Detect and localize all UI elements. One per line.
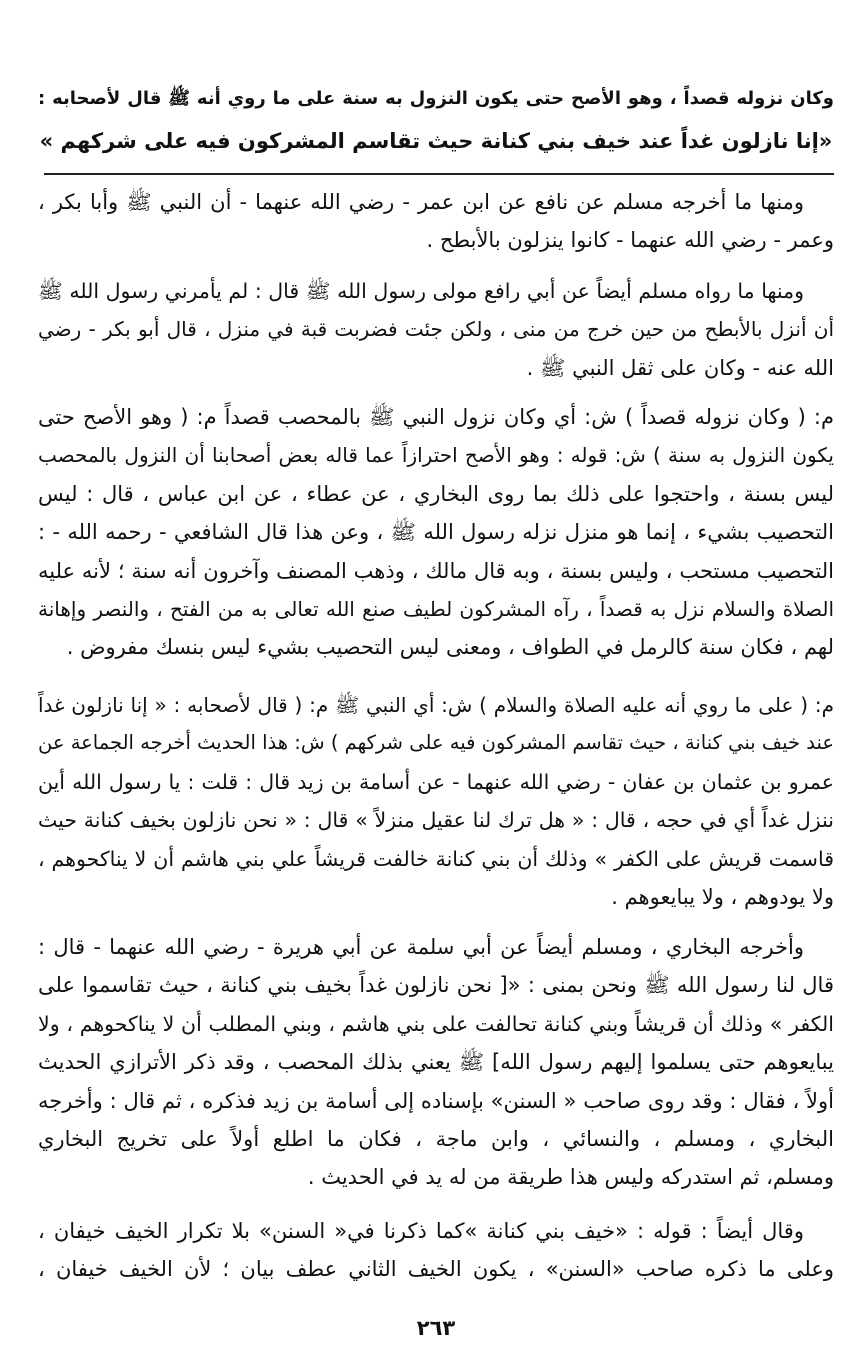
paragraph-line: وعمر - رضي الله عنهما - كانوا ينزلون بالأبطح . (426, 228, 834, 253)
paragraph-line: أولاً ، فقال : وقد روى صاحب « السنن» بإسناده إلى أسامة بن زيد فذكره ، ثم قال : وأخرجه (38, 1088, 834, 1113)
paragraph (38, 272, 834, 387)
main-text-excerpt (38, 78, 834, 162)
paragraph-line: البخاري ، ومسلم ، والنسائي ، وابن ماجة ، فكان ما اطلع أولاً على تخريج البخاري (38, 1127, 834, 1152)
paragraph-line: قال لنا رسول الله ﷺ ونحن بمنى : «[ نحن نازلون غداً بخيف بني كنانة ، حيث تقاسموا على (38, 973, 834, 998)
paragraph-line: قاسمت قريش على الكفر » وذلك أن بني كنانة خالفت قريشاً علي بني هاشم أن لا يناكحوهم ، (38, 846, 834, 871)
paragraph-line: أن أنزل بالأبطح من حين خرج من منى ، ولكن جئت فضربت قبة في منزل ، قال أبو بكر - رضي (38, 317, 834, 342)
paragraph-line: ننزل غداً أي في حجه ، قال : « هل ترك لنا عقيل منزلاً » قال : « نحن نازلون بخيف كنانة حيث (38, 808, 834, 833)
paragraph-line: ومنها ما أخرجه مسلم عن نافع عن ابن عمر - رضي الله عنهما - أن النبي ﷺ وأبا بكر ، (38, 190, 804, 214)
paragraph (38, 686, 834, 916)
paragraph-line: وعلى ما ذكره صاحب «السنن» ، يكون الخيف الثاني عطف بيان ؛ لأن الخيف خيفان ، (38, 1257, 834, 1282)
paragraph (38, 183, 834, 260)
paragraph-line: ومسلم، ثم استدركه وليس هذا طريقة من له يد في الحديث . (307, 1165, 834, 1190)
paragraph (38, 398, 834, 667)
main-text-line: «إنا نازلون غداً عند خيف بني كنانة حيث تقاسم المشركون فيه على شركهم » (39, 129, 833, 153)
footnote-divider (44, 173, 834, 175)
paragraph-line: وقال أيضاً : قوله : «خيف بني كنانة »كما ذكرنا في« السنن» بلا تكرار الخيف خيفان ، (38, 1219, 804, 1243)
paragraph-line: وأخرجه البخاري ، ومسلم أيضاً عن أبي سلمة عن أبي هريرة - رضي الله عنهما - قال : (38, 935, 804, 959)
paragraph-line: م: ( وكان نزوله قصداً ) ش: أي وكان نزول النبي ﷺ بالمحصب قصداً م: ( وهو الأصح حتى (38, 405, 834, 429)
paragraph-line: عند خيف بني كنانة ، حيث تقاسم المشركون فيه على شركهم ) ش: هذا الحديث أخرجه الجماعة عن (38, 731, 834, 755)
paragraph-line: ولا يودوهم ، ولا يبايعوهم . (611, 885, 834, 910)
paragraph-line: ومنها ما رواه مسلم أيضاً عن أبي رافع مولى رسول الله ﷺ قال : لم يأمرني رسول الله ﷺ (38, 279, 804, 303)
book-page (38, 0, 834, 1367)
paragraph (38, 928, 834, 1197)
page-number: ٢٦٣ (416, 1316, 456, 1340)
paragraph-line: التحصيب بشيء ، إنما هو منزل نزله رسول الله ﷺ ، وعن هذا قال الشافعي - رحمه الله - : (38, 520, 834, 545)
paragraph-line: عمرو بن عثمان بن عفان - رضي الله عنهما - عن أسامة بن زيد قال : قلت : يا رسول الله أين (38, 769, 834, 794)
paragraph-line: م: ( على ما روي أنه عليه الصلاة والسلام ) ش: أي النبي ﷺ م: ( قال لأصحابه : « إنا نازلون غداً (38, 693, 834, 717)
paragraph (38, 1212, 834, 1289)
paragraph-line: ليس بسنة ، واحتجوا على ذلك بما روى البخاري ، عن عطاء ، عن ابن عباس ، قال : ليس (38, 481, 834, 506)
paragraph-line: الكفر » وذلك أن قريشاً وبني كنانة تحالفت على بني هاشم ، وبني المطلب أن لا يناكحوهم ، ولا (38, 1011, 834, 1036)
paragraph-line: التحصيب مستحب ، وليس بسنة ، وبه قال مالك ، وذهب المصنف وآخرون أنه سنة ؛ لأنه عليه (38, 558, 834, 583)
paragraph-line: يكون النزول به سنة ) ش: قوله : وهو الأصح احترازاً عما قاله بعض أصحابنا أن النزول بالمحصب (38, 443, 834, 468)
paragraph-line: لهم ، فكان سنة كالرمل في الطواف ، ومعنى ليس التحصيب بشيء ليس بنسك مفروض . (66, 635, 834, 660)
paragraph-line: يبايعوهم حتى يسلموا إليهم رسول الله] ﷺ يعني بذلك المحصب ، وقد ذكر الأترازي الحديث (38, 1050, 834, 1075)
paragraph-line: الصلاة والسلام نزل به قصداً ، رآه المشركون لطيف صنع الله تعالى به من الفتح ، والنصر وإهانة (38, 597, 834, 622)
paragraph-line: الله عنه - وكان على ثقل النبي ﷺ . (526, 355, 834, 380)
main-text-line: وكان نزوله قصداً ، وهو الأصح حتى يكون النزول به سنة على ما روي أنه ﷺ قال لأصحابه : (38, 88, 834, 109)
